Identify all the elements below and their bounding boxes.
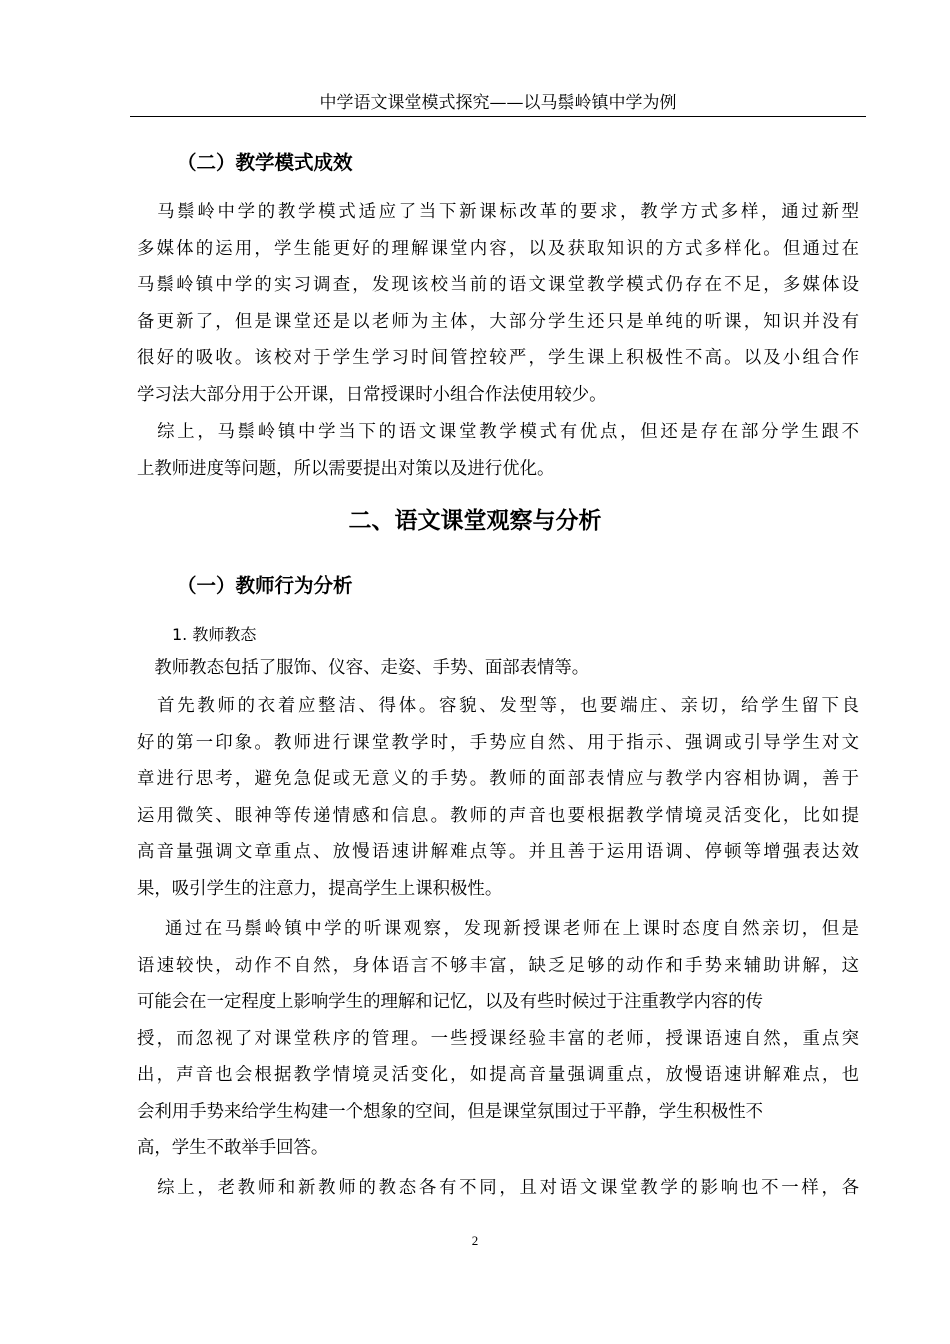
paragraph-demeanor-definition (137, 650, 859, 687)
text-line: 上教师进度等问题，所以需要提出对策以及进行优化。 (137, 458, 555, 479)
text-line: 可能会在一定程度上影响学生的理解和记忆，以及有些时候过于注重教学内容的传 (137, 992, 764, 1012)
paragraph-summary (137, 414, 859, 487)
paragraph-achievements (137, 194, 859, 413)
text-line: 果，吸引学生的注意力，提高学生上课积极性。 (137, 878, 503, 899)
subsection-heading-teacher-demeanor: 1. 教师教态 (172, 625, 257, 644)
chapter-heading: 二、语文课堂观察与分析 (348, 508, 602, 534)
text-line: 很好的吸收。该校对于学生学习时间管控较严，学生课上积极性不高。以及小组合作 (137, 348, 859, 368)
text-line: 语速较快，动作不自然，身体语言不够丰富，缺乏足够的动作和手势来辅助讲解，这 (137, 955, 859, 976)
text-line: 学习法大部分用于公开课，日常授课时小组合作法使用较少。 (137, 384, 607, 405)
paragraph-observation (137, 911, 859, 1167)
text-line: 马鬃岭中学的教学模式适应了当下新课标改革的要求，教学方式多样，通过新型 (137, 202, 859, 222)
running-header: 中学语文课堂模式探究——以马鬃岭镇中学为例 (319, 93, 677, 113)
page-number: 2 (471, 1233, 479, 1248)
text-line: 通过在马鬃岭镇中学的听课观察，发现新授课老师在上课时态度自然亲切，但是 (137, 919, 859, 939)
section-heading-teacher-behavior: （一）教师行为分析 (177, 574, 353, 597)
text-line: 马鬃岭镇中学的实习调查，发现该校当前的语文课堂教学模式仍存在不足，多媒体设 (137, 275, 859, 295)
text-line: 首先教师的衣着应整洁、得体。容貌、发型等，也要端庄、亲切，给学生留下良 (137, 696, 859, 716)
paragraph-conclusion (137, 1170, 859, 1207)
text-line: 章进行思考，避免急促或无意义的手势。教师的面部表情应与教学内容相协调，善于 (137, 769, 859, 789)
header-rule (130, 116, 866, 117)
text-line: 教师教态包括了服饰、仪容、走姿、手势、面部表情等。 (137, 658, 590, 678)
text-line: 高，学生不敢举手回答。 (137, 1138, 329, 1158)
section-heading-achievements: （二）教学模式成效 (177, 151, 353, 174)
paragraph-demeanor-requirements (137, 688, 859, 907)
text-line: 多媒体的运用，学生能更好的理解课堂内容，以及获取知识的方式多样化。但通过在 (137, 238, 859, 259)
text-line: 高音量强调文章重点、放慢语速讲解难点等。并且善于运用语调、停顿等增强表达效 (137, 842, 859, 862)
text-line: 运用微笑、眼神等传递情感和信息。教师的声音也要根据教学情境灵活变化，比如提 (137, 805, 859, 826)
text-line: 综上，老教师和新教师的教态各有不同，且对语文课堂教学的影响也不一样，各 (137, 1178, 859, 1198)
text-line: 好的第一印象。教师进行课堂教学时，手势应自然、用于指示、强调或引导学生对文 (137, 732, 859, 753)
text-line: 备更新了，但是课堂还是以老师为主体，大部分学生还只是单纯的听课，知识并没有 (137, 311, 859, 332)
text-line: 会利用手势来给学生构建一个想象的空间，但是课堂氛围过于平静，学生积极性不 (137, 1101, 764, 1122)
text-line: 综上，马鬃岭镇中学当下的语文课堂教学模式有优点，但还是存在部分学生跟不 (137, 422, 859, 442)
text-line: 授，而忽视了对课堂秩序的管理。一些授课经验丰富的老师，授课语速自然，重点突 (137, 1028, 859, 1049)
text-line: 出，声音也会根据教学情境灵活变化，如提高音量强调重点，放慢语速讲解难点，也 (137, 1065, 859, 1085)
